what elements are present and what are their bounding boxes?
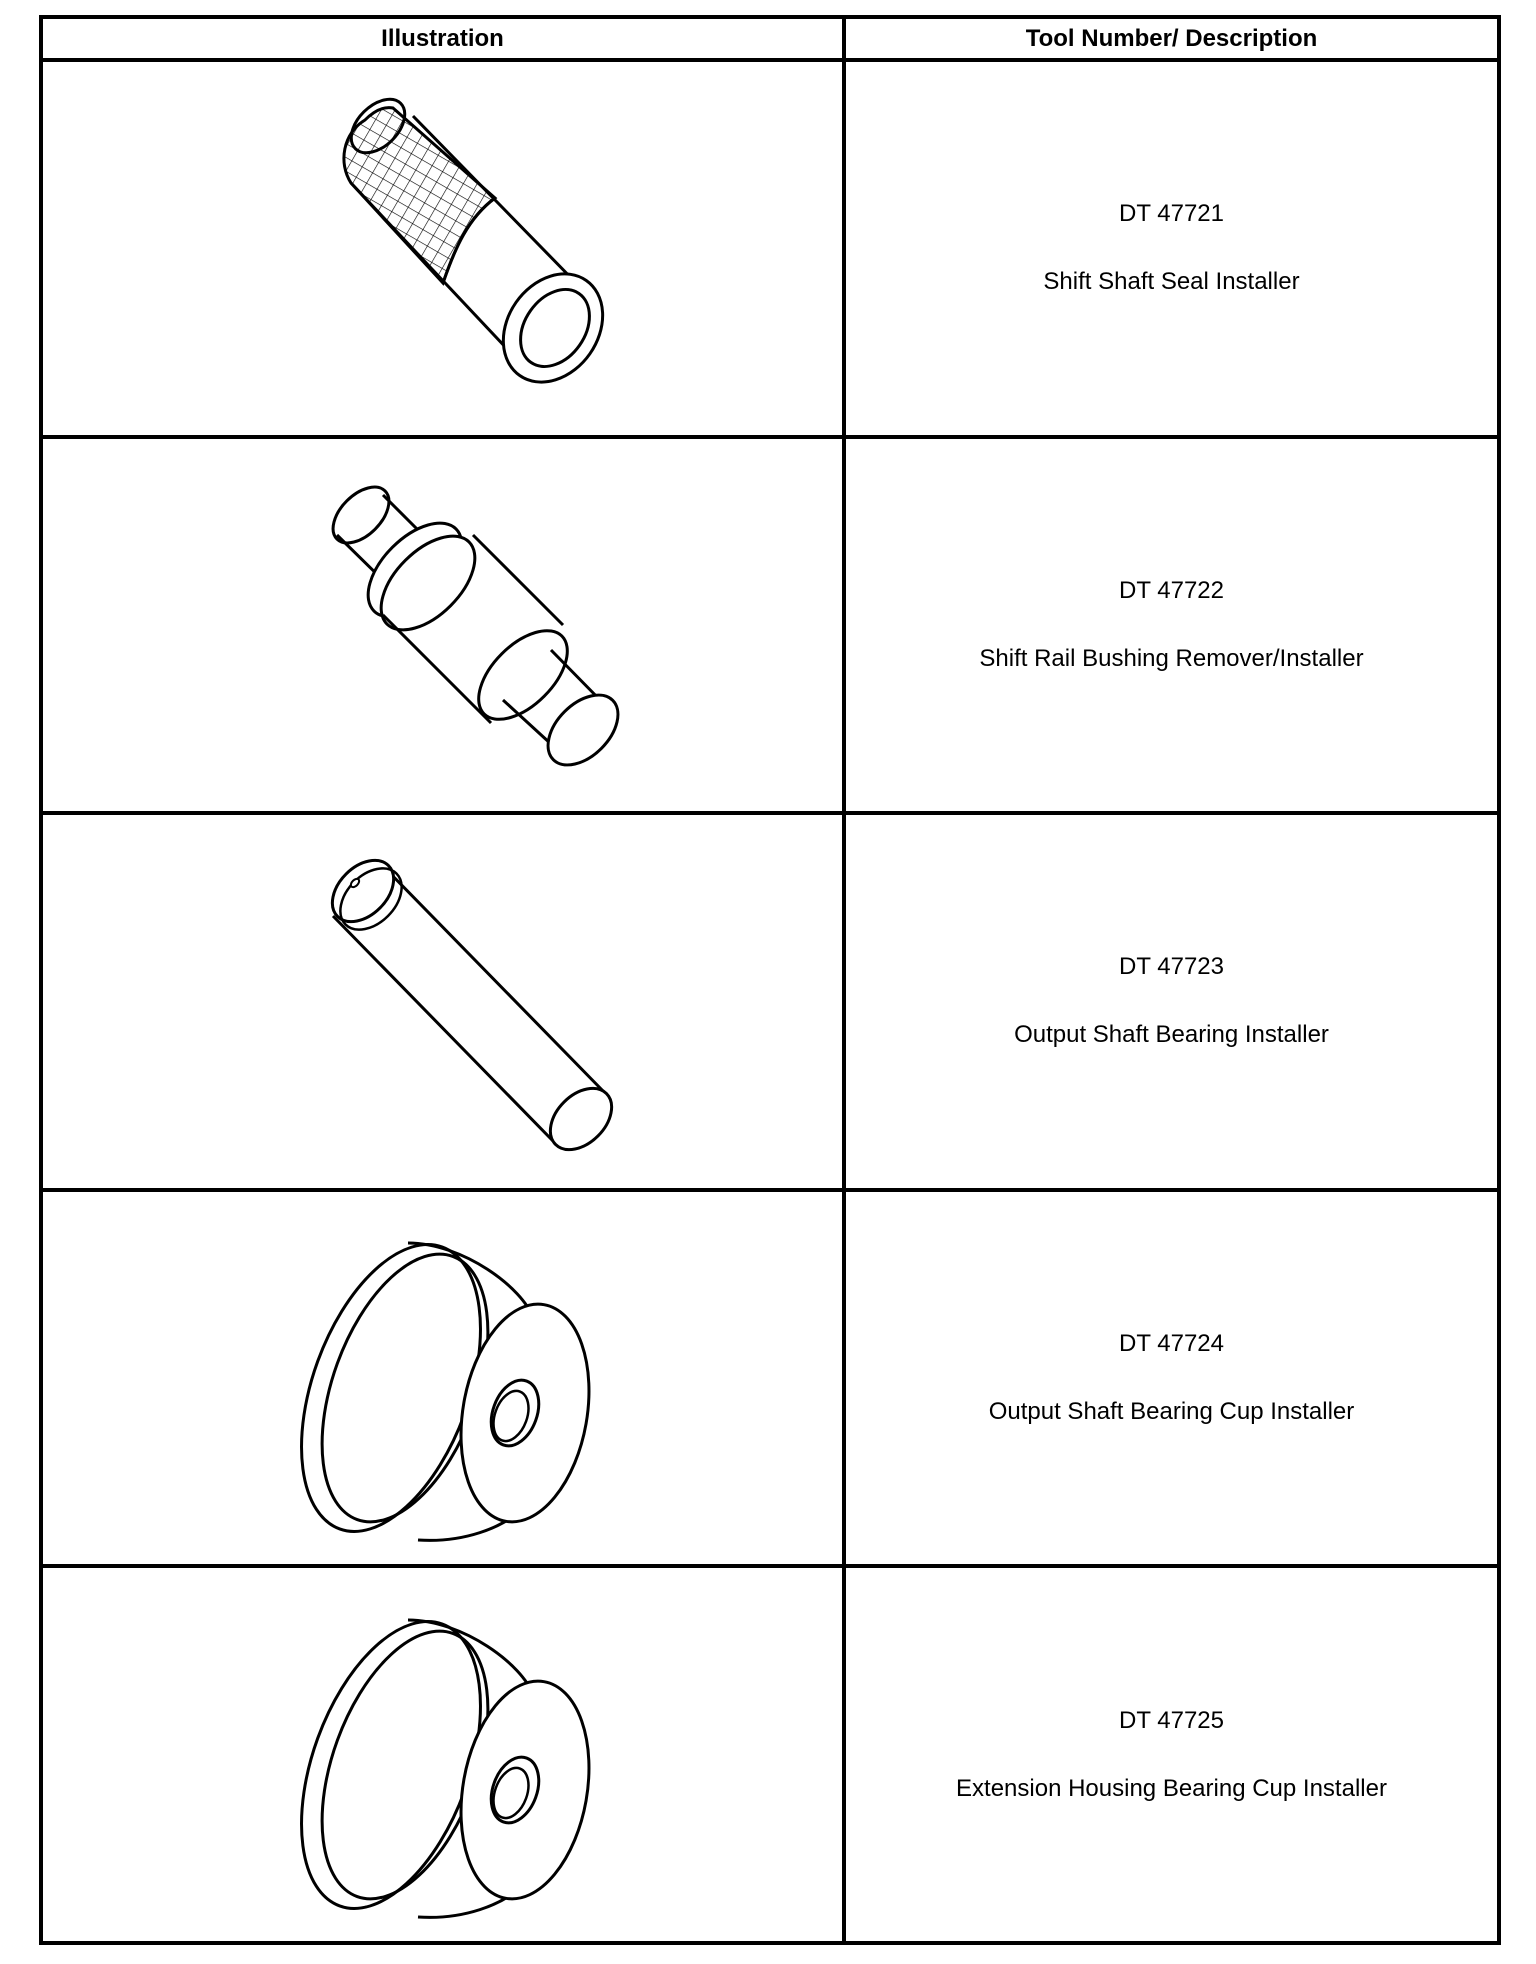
bearing-cup-installer-icon — [233, 1208, 653, 1548]
tool-description: Output Shaft Bearing Cup Installer — [988, 1398, 1355, 1426]
table-row — [43, 439, 1497, 816]
description-cell — [846, 1568, 1497, 1941]
illustration-cell — [43, 62, 846, 435]
tool-number: DT 47725 — [1119, 1706, 1224, 1734]
bushing-remover-installer-icon — [233, 455, 653, 795]
table-row — [43, 1192, 1497, 1569]
description-cell — [846, 62, 1497, 435]
tool-description: Extension Housing Bearing Cup Installer — [956, 1774, 1387, 1802]
description-header: Tool Number/ Description — [1025, 24, 1318, 52]
illustration-cell — [43, 1568, 846, 1941]
table-row — [43, 1568, 1497, 1941]
tool-number: DT 47721 — [1119, 200, 1224, 228]
tool-description: Shift Shaft Seal Installer — [1043, 268, 1300, 296]
table-header-row — [43, 19, 1497, 62]
description-cell — [846, 1192, 1497, 1565]
illustration-cell — [43, 1192, 846, 1565]
illustration-cell — [43, 815, 846, 1188]
bearing-installer-icon — [233, 831, 653, 1171]
table-row — [43, 815, 1497, 1192]
illustration-header: Illustration — [43, 19, 846, 58]
tool-description: Shift Rail Bushing Remover/Installer — [979, 644, 1364, 672]
tool-number: DT 47722 — [1119, 576, 1224, 604]
tool-description: Output Shaft Bearing Installer — [1014, 1021, 1329, 1049]
description-cell — [846, 439, 1497, 812]
housing-cup-installer-icon — [233, 1585, 653, 1925]
tool-number: DT 47724 — [1119, 1330, 1224, 1358]
table-row — [43, 62, 1497, 439]
description-cell — [846, 815, 1497, 1188]
tool-number: DT 47723 — [1119, 953, 1224, 981]
tool-table — [39, 15, 1501, 1945]
illustration-cell — [43, 439, 846, 812]
seal-installer-icon — [233, 78, 653, 418]
